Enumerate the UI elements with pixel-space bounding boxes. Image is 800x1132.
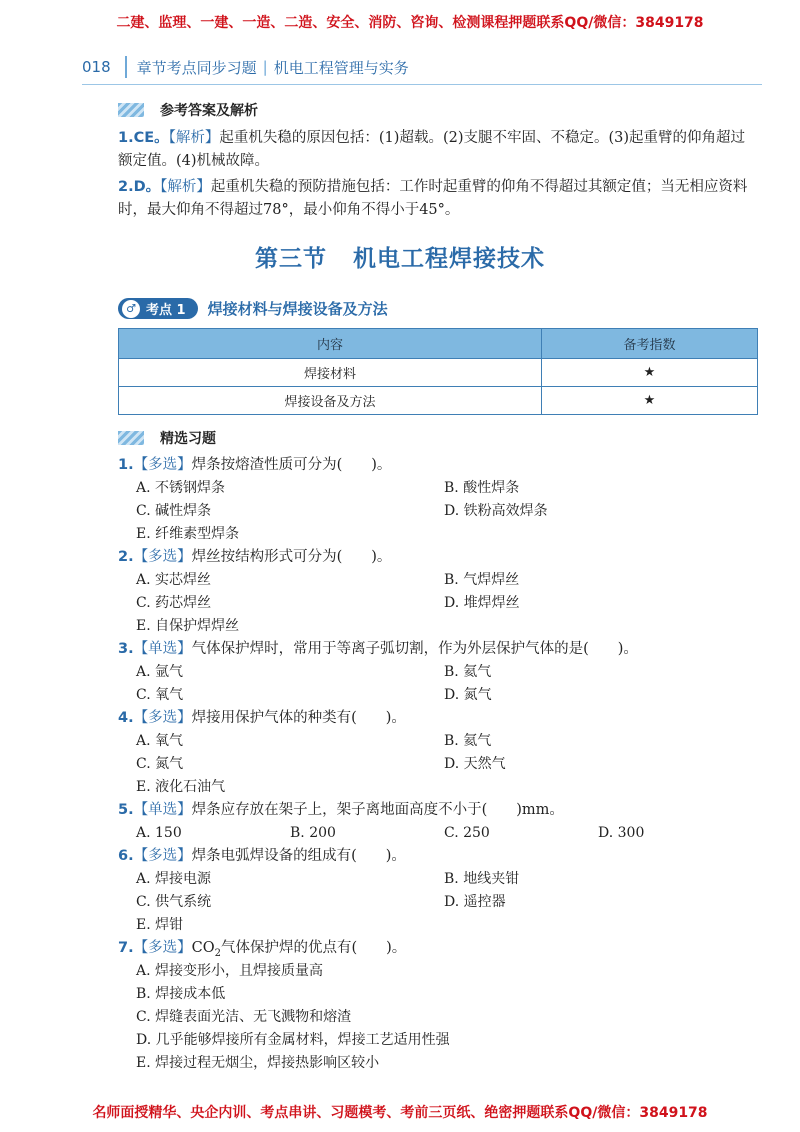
kaodian-title: 焊接材料与焊接设备及方法 (207, 300, 388, 318)
question-4 (118, 707, 758, 730)
question-stem: 焊条电弧焊设备的组成有( )。 (191, 848, 406, 864)
question-type: 【多选】 (133, 710, 192, 726)
table-row (119, 387, 758, 415)
question-type: 【多选】 (133, 549, 192, 565)
question-number: 3. (118, 641, 134, 657)
formula-subscript: 2 (214, 947, 221, 959)
question-stem: 焊条按熔渣性质可分为( )。 (191, 457, 392, 473)
option: E. 纤维素型焊条 (136, 526, 240, 542)
option: D. 氮气 (444, 687, 492, 703)
question-type: 【多选】 (133, 848, 192, 864)
option: C. 250 (444, 825, 490, 841)
option: D. 300 (598, 825, 645, 841)
answer-text: 起重机失稳的原因包括：(1)超载。(2)支腿不牢固、不稳定。(3)起重臂的仰角超过额定值。(4)机械故障。 (118, 130, 746, 169)
star-rating: ★ (542, 359, 758, 387)
column-header: 备考指数 (542, 329, 758, 359)
question-type: 【单选】 (133, 641, 192, 657)
option: C. 供气系统 (136, 894, 212, 910)
option: A. 实芯焊丝 (136, 572, 212, 588)
question-1 (118, 454, 758, 477)
option: D. 天然气 (444, 756, 506, 772)
option: E. 液化石油气 (136, 779, 226, 795)
stripe-icon (118, 429, 146, 447)
question-stem: 焊接用保护气体的种类有( )。 (191, 710, 406, 726)
table-header-row (119, 329, 758, 359)
book-title: 章节考点同步习题 (136, 58, 257, 77)
option: D. 遥控器 (444, 894, 506, 910)
option: D. 堆焊焊丝 (444, 595, 520, 611)
question-number: 1. (118, 457, 134, 473)
answer-item-1 (118, 127, 758, 173)
option: B. 酸性焊条 (444, 480, 520, 496)
option: B. 地线夹钳 (444, 871, 520, 887)
question-stem: 焊丝按结构形式可分为( )。 (191, 549, 392, 565)
question-type: 【多选】 (133, 940, 192, 956)
analysis-tag: 【解析】 (160, 179, 211, 195)
question-number: 5. (118, 802, 134, 818)
question-3 (118, 638, 758, 661)
answer-text: 起重机失稳的预防措施包括：工作时起重臂的仰角不得超过其额定值；当无相应资料时，最大仰角不得超过78°，最小仰角不得小于45°。 (118, 179, 748, 218)
question-number: 6. (118, 848, 134, 864)
kaodian-label: 考点 1 (146, 303, 186, 318)
question-stem: 气体保护焊的优点有( )。 (220, 940, 407, 956)
answers-heading (118, 100, 258, 120)
option: C. 氧气 (136, 687, 184, 703)
question-6 (118, 845, 758, 868)
header-rule (82, 84, 762, 85)
option: D. 铁粉高效焊条 (444, 503, 548, 519)
answer-key: CE。 (133, 130, 169, 146)
option: E. 自保护焊焊丝 (136, 618, 240, 634)
star-rating: ★ (542, 387, 758, 415)
option: A. 氩气 (136, 664, 184, 680)
column-header: 内容 (119, 329, 542, 359)
kaodian-pill (118, 298, 198, 319)
answer-number: 1. (118, 130, 134, 146)
page-number: 018 (82, 58, 111, 76)
exercise-heading-label: 精选习题 (160, 431, 216, 447)
option: B. 焊接成本低 (136, 986, 226, 1002)
kaodian-heading (118, 298, 388, 319)
option: C. 碱性焊条 (136, 503, 212, 519)
running-header (82, 56, 409, 78)
section-title (0, 240, 800, 273)
table-cell: 焊接设备及方法 (119, 387, 542, 415)
question-stem: 焊条应存放在架子上，架子离地面高度不小于( )mm。 (191, 802, 564, 818)
question-5 (118, 799, 758, 822)
option: B. 气焊焊丝 (444, 572, 520, 588)
option: A. 焊接变形小，且焊接质量高 (136, 963, 324, 979)
question-stem-formula: CO (191, 940, 215, 956)
top-banner: 二建、监理、一建、一造、二造、安全、消防、咨询、检测课程押题联系QQ/微信：3849178 (116, 15, 704, 31)
question-2 (118, 546, 758, 569)
question-type: 【单选】 (133, 802, 192, 818)
option: E. 焊接过程无烟尘，焊接热影响区较小 (136, 1055, 380, 1071)
section-number: 第三节 (255, 245, 327, 272)
option: D. 几乎能够焊接所有金属材料，焊接工艺适用性强 (136, 1032, 450, 1048)
section-name: 机电工程焊接技术 (353, 245, 545, 272)
option: A. 不锈钢焊条 (136, 480, 226, 496)
answers-heading-label: 参考答案及解析 (160, 103, 258, 119)
answer-key: D。 (133, 179, 161, 195)
question-number: 4. (118, 710, 134, 726)
option: A. 焊接电源 (136, 871, 212, 887)
option: E. 焊钳 (136, 917, 184, 933)
question-number: 2. (118, 549, 134, 565)
kaodian-icon: ♂ (122, 300, 140, 318)
option: B. 氦气 (444, 664, 492, 680)
answer-number: 2. (118, 179, 134, 195)
subject-title: 机电工程管理与实务 (273, 58, 409, 77)
table-cell: 焊接材料 (119, 359, 542, 387)
question-type: 【多选】 (133, 457, 192, 473)
header-separator: | (262, 58, 268, 76)
stripe-icon (118, 101, 146, 119)
header-divider (125, 56, 127, 78)
analysis-tag: 【解析】 (168, 130, 220, 146)
option: B. 200 (290, 825, 336, 841)
question-stem: 气体保护焊时，常用于等离子弧切割，作为外层保护气体的是( )。 (191, 641, 638, 657)
exercise-heading (118, 428, 216, 448)
bottom-banner: 名师面授精华、央企内训、考点串讲、习题模考、考前三页纸、绝密押题联系QQ/微信：3849178 (92, 1105, 708, 1121)
option: A. 氧气 (136, 733, 184, 749)
option: C. 氮气 (136, 756, 184, 772)
option: C. 药芯焊丝 (136, 595, 212, 611)
kaodian-table (118, 328, 758, 415)
option: C. 焊缝表面光洁、无飞溅物和熔渣 (136, 1009, 352, 1025)
option: A. 150 (136, 825, 182, 841)
table-row (119, 359, 758, 387)
question-number: 7. (118, 940, 134, 956)
answer-item-2 (118, 176, 758, 222)
option: B. 氦气 (444, 733, 492, 749)
